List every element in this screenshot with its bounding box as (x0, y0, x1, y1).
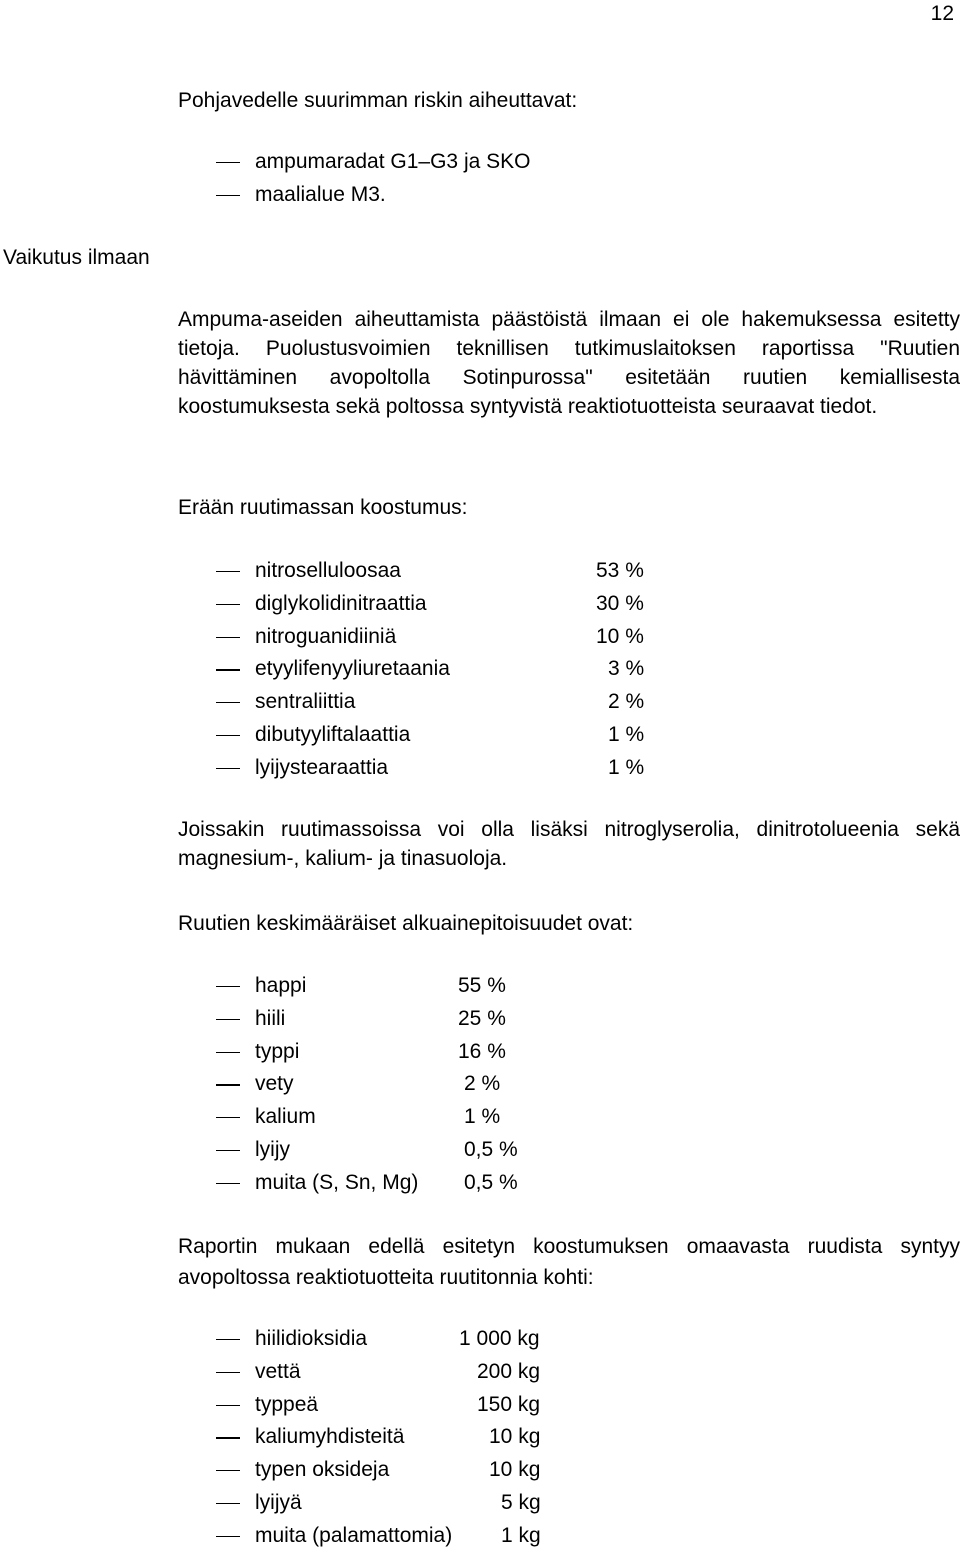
item-value: 200 kg (477, 1359, 541, 1383)
item-name: typen oksideja (255, 1458, 390, 1482)
dash-bullet-icon (216, 669, 240, 670)
elements-heading: Ruutien keskimääräiset alkuainepitoisuudet ovat: (178, 912, 634, 935)
item-name: lyijystearaattia (255, 755, 389, 779)
item-name: lyijy (255, 1137, 290, 1161)
item-name: kalium (255, 1105, 316, 1129)
groundwater-heading: Pohjavedelle suurimman riskin aiheuttavat: (178, 89, 578, 112)
item-value: 10 kg (489, 1458, 541, 1482)
item-name: etyylifenyyliuretaania (255, 657, 450, 681)
item-name: sentraliittia (255, 690, 356, 714)
page-number: 12 (930, 2, 954, 25)
dash-bullet-icon (216, 1339, 240, 1340)
item-value: 10 % (596, 624, 644, 648)
products-heading: Raportin mukaan edellä esitetyn koostumuksen omaavasta ruudista syntyy avopoltossa reaktiotuotteita ruutitonnia kohti: (178, 1235, 960, 1289)
item-value: 1 % (608, 755, 645, 779)
item-value: 1 % (464, 1105, 501, 1129)
item-name: typpeä (255, 1392, 319, 1416)
item-name: nitroguanidiiniä (255, 624, 397, 648)
item-name: maalialue M3. (255, 182, 386, 206)
dash-bullet-icon (216, 1117, 240, 1118)
additives-paragraph: Joissakin ruutimassoissa voi olla lisäksi nitroglyserolia, dinitrotolueenia sekä magnesium-, kalium- ja tinasuoloja. (178, 818, 960, 870)
dash-bullet-icon (216, 195, 240, 196)
item-name: kaliumyhdisteitä (255, 1425, 405, 1449)
item-value: 150 kg (477, 1392, 541, 1416)
item-value: 2 % (464, 1072, 501, 1096)
intro-paragraph-block (178, 305, 960, 421)
dash-bullet-icon (216, 1183, 240, 1184)
dash-bullet-icon (216, 571, 240, 572)
item-name: dibutyyliftalaattia (255, 722, 411, 746)
item-name: hiili (255, 1006, 286, 1030)
item-value: 25 % (458, 1006, 506, 1030)
dash-bullet-icon (216, 768, 240, 769)
composition-heading: Erään ruutimassan koostumus: (178, 496, 468, 519)
dash-bullet-icon (216, 702, 240, 703)
item-name: happi (255, 974, 307, 997)
item-value: 1 % (608, 722, 645, 746)
additives-paragraph-block (178, 815, 960, 873)
dash-bullet-icon (216, 637, 240, 638)
dash-bullet-icon (216, 1503, 240, 1504)
products-heading-block (178, 1231, 960, 1293)
dash-bullet-icon (216, 1372, 240, 1373)
item-name: diglykolidinitraattia (255, 591, 427, 615)
dash-bullet-icon (216, 1019, 240, 1020)
item-value: 1 000 kg (459, 1327, 540, 1350)
item-value: 5 kg (501, 1490, 541, 1514)
intro-paragraph: Ampuma-aseiden aiheuttamista päästöistä ilmaan ei ole hakemuksessa esitetty tietoja. Puolustusvoimien teknillisen tutkimuslaitoksen raportissa "Ruutien hävittäminen avopoltolla Sotinpurossa" esitetään ruutien kemiallisesta koostumuksesta sekä poltossa syntyvistä reaktiotuotteista seuraavat tiedot. (178, 308, 960, 418)
dash-bullet-icon (216, 1536, 240, 1537)
dash-bullet-icon (216, 986, 240, 987)
dash-bullet-icon (216, 1405, 240, 1406)
item-value: 2 % (608, 690, 645, 714)
item-name: nitroselluloosaa (255, 559, 401, 582)
dash-bullet-icon (216, 162, 240, 163)
dash-bullet-icon (216, 1150, 240, 1151)
item-value: 1 kg (501, 1523, 541, 1547)
item-name: muita (palamattomia) (255, 1523, 453, 1547)
section-heading-air-impact: Vaikutus ilmaan (3, 246, 150, 269)
item-value: 0,5 % (464, 1170, 518, 1194)
item-value: 53 % (596, 559, 644, 582)
dash-bullet-icon (216, 604, 240, 605)
item-value: 0,5 % (464, 1137, 518, 1161)
item-name: vety (255, 1072, 294, 1096)
dash-bullet-icon (216, 1470, 240, 1471)
item-value: 55 % (458, 974, 506, 997)
item-value: 30 % (596, 591, 644, 615)
dash-bullet-icon (216, 1084, 240, 1085)
item-value: 10 kg (489, 1425, 541, 1449)
item-name: lyijyä (255, 1490, 302, 1514)
item-value: 3 % (608, 657, 645, 681)
dash-bullet-icon (216, 735, 240, 736)
item-name: typpi (255, 1039, 300, 1063)
item-name: vettä (255, 1359, 301, 1383)
item-name: ampumaradat G1–G3 ja SKO (255, 150, 531, 173)
item-name: hiilidioksidia (255, 1327, 368, 1350)
dash-bullet-icon (216, 1052, 240, 1053)
dash-bullet-icon (216, 1437, 240, 1438)
item-name: muita (S, Sn, Mg) (255, 1170, 419, 1194)
item-value: 16 % (458, 1039, 506, 1063)
